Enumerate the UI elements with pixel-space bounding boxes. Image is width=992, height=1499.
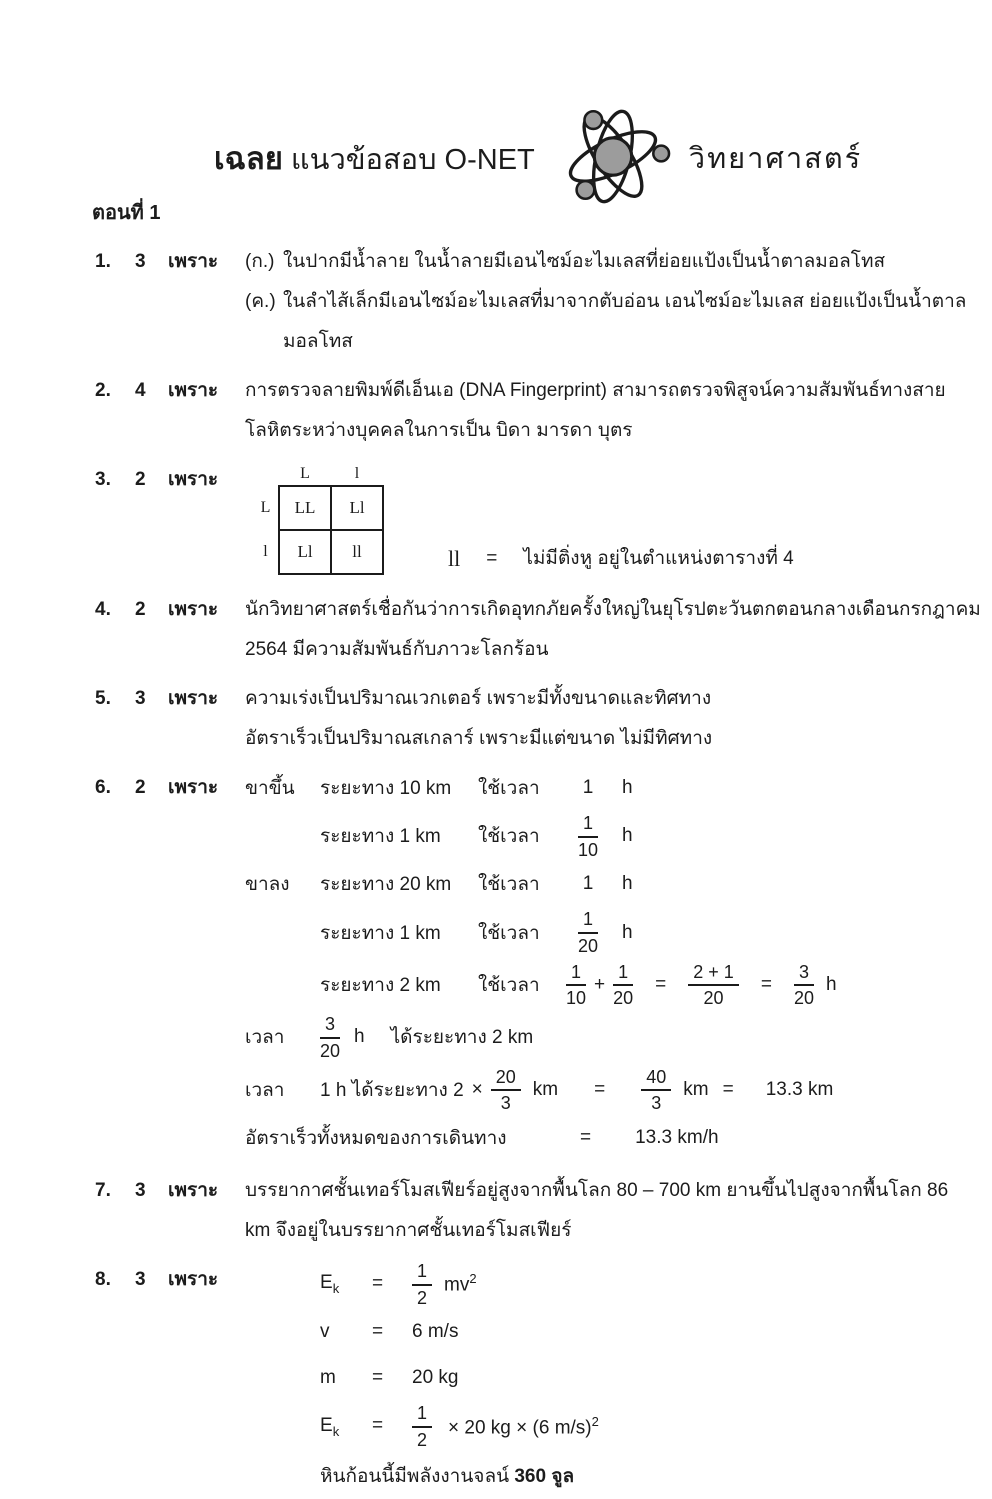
q6-number: 6. bbox=[95, 777, 111, 798]
fraction-20-3 bbox=[491, 1066, 521, 1114]
q4-answer: 2 bbox=[135, 599, 146, 620]
multiply-operator: × bbox=[471, 1078, 483, 1100]
punnett-caption-equals: = bbox=[486, 548, 498, 569]
q5-answer: 3 bbox=[135, 688, 146, 709]
equals-sign: = bbox=[655, 973, 667, 995]
q6-km-unit: km bbox=[532, 1078, 559, 1100]
q8-m-value: 20 kg bbox=[412, 1367, 459, 1389]
q8-body bbox=[245, 1260, 992, 1499]
q8-equation-v bbox=[320, 1310, 992, 1354]
page-header bbox=[0, 0, 992, 212]
punnett-caption bbox=[448, 547, 794, 571]
fraction-denominator: 20 bbox=[613, 988, 634, 1009]
q6-row-average-speed bbox=[245, 1118, 992, 1158]
q6-result-distance: 13.3 km bbox=[765, 1078, 834, 1100]
q6-result-speed: 13.3 km/h bbox=[635, 1126, 719, 1148]
q6-hour-unit: h bbox=[354, 1026, 365, 1048]
punnett-row-header-2: l bbox=[263, 543, 268, 560]
question-4 bbox=[0, 590, 992, 670]
q6-usetime: ใช้เวลา bbox=[478, 778, 540, 799]
q5-number: 5. bbox=[95, 688, 111, 709]
q3-body bbox=[245, 460, 992, 581]
q7-number: 7. bbox=[95, 1179, 111, 1201]
fraction-denominator: 10 bbox=[577, 839, 599, 860]
equals-sign: = bbox=[372, 1415, 384, 1437]
fraction-40-3 bbox=[641, 1066, 671, 1114]
punnett-cell-11: LL bbox=[279, 486, 331, 530]
q8-k-subscript: k bbox=[332, 1423, 340, 1439]
q6-time-label: เวลา bbox=[245, 1027, 285, 1049]
page-title bbox=[214, 133, 535, 183]
q8-mv-term bbox=[444, 1271, 477, 1296]
q6-time-fraction bbox=[566, 812, 610, 860]
q6-row-time-distance bbox=[245, 1013, 992, 1061]
punnett-caption-text: ไม่มีติ่งหู อยู่ในตำแหน่งตารางที่ 4 bbox=[523, 548, 794, 569]
q6-time-fraction bbox=[566, 908, 610, 956]
q6-dist: ระยะทาง 1 km bbox=[320, 826, 441, 848]
punnett-corner bbox=[253, 462, 279, 486]
q2-number: 2. bbox=[95, 380, 111, 401]
q6-unit: h bbox=[825, 973, 837, 995]
fraction-3-20 bbox=[320, 1013, 340, 1061]
q7-body bbox=[245, 1171, 992, 1251]
question-7 bbox=[0, 1171, 992, 1251]
q6-dist: ระยะทาง 1 km bbox=[320, 922, 441, 944]
equals-sign: = bbox=[372, 1321, 384, 1343]
q6-because: เพราะ bbox=[168, 777, 219, 798]
q8-v-symbol: v bbox=[320, 1321, 330, 1343]
q1-line1 bbox=[245, 242, 992, 282]
q4-because: เพราะ bbox=[168, 599, 219, 620]
equals-sign: = bbox=[722, 1078, 734, 1100]
q6-row-down-20km bbox=[245, 864, 992, 904]
q2-because: เพราะ bbox=[168, 380, 219, 401]
q4-line2: 2564 มีความสัมพันธ์กับภาวะโลกร้อน bbox=[245, 639, 549, 660]
q4-body bbox=[245, 590, 992, 670]
q6-dist: ระยะทาง 20 km bbox=[320, 874, 452, 896]
fraction-numerator: 3 bbox=[794, 961, 814, 987]
q6-km-unit: km bbox=[683, 1078, 709, 1100]
question-5 bbox=[0, 679, 992, 759]
q6-usetime: ใช้เวลา bbox=[478, 826, 540, 848]
question-1 bbox=[0, 242, 992, 362]
q8-e-letter: E bbox=[320, 1414, 333, 1436]
q2-line2: โลหิตระหว่างบุคคลในการเป็น บิดา มารดา บุตร bbox=[245, 420, 633, 441]
fraction-numerator: 40 bbox=[641, 1066, 671, 1092]
question-2 bbox=[0, 371, 992, 451]
punnett-square-table bbox=[253, 462, 384, 575]
q4-line1: นักวิทยาศาสตร์เชื่อกันว่าการเกิดอุทกภัยครั้งใหญ่ในยุโรปตะวันตกตอนกลางเดือนกรกฎาคม bbox=[245, 599, 981, 620]
q6-unit: h bbox=[622, 825, 633, 847]
q6-row-sum-2km bbox=[245, 961, 992, 1009]
fraction-denominator: 20 bbox=[793, 988, 814, 1009]
fraction-1-2 bbox=[412, 1260, 432, 1308]
q6-unit: h bbox=[622, 873, 633, 895]
q6-unit: h bbox=[622, 921, 633, 943]
q7-line2: km จึงอยู่ในบรรยากาศชั้นเทอร์โมสเฟียร์ bbox=[245, 1219, 572, 1241]
q1-line1-label: (ก.) bbox=[245, 251, 275, 272]
q1-line3: มอลโทส bbox=[283, 331, 353, 352]
q6-time: 1 bbox=[582, 873, 594, 895]
q8-mv-text: mv bbox=[444, 1274, 470, 1296]
fraction-1-2 bbox=[412, 1402, 432, 1450]
fraction-numerator: 20 bbox=[491, 1066, 521, 1092]
q4-number: 4. bbox=[95, 599, 111, 620]
punnett-row-header-1: L bbox=[260, 499, 271, 516]
q8-v-value: 6 m/s bbox=[412, 1321, 459, 1343]
fraction-denominator: 20 bbox=[703, 988, 724, 1009]
fraction-numerator: 1 bbox=[412, 1260, 432, 1286]
q6-row-up-1km bbox=[245, 812, 992, 860]
q1-line2-text: ในลำไส้เล็กมีเอนไซม์อะไมเลสที่มาจากตับอ่อน เอนไซม์อะไมเลส ย่อยแป้งเป็นน้ำตาล bbox=[283, 291, 967, 312]
q6-dist: ระยะทาง 10 km bbox=[320, 778, 452, 799]
q8-equation-m bbox=[320, 1356, 992, 1400]
punnett-caption-symbol: ll bbox=[448, 546, 461, 571]
q6-row-down-1km bbox=[245, 908, 992, 956]
question-3 bbox=[0, 460, 992, 581]
q8-substitution-term bbox=[448, 1414, 599, 1439]
fraction-1-10 bbox=[566, 961, 586, 1009]
fraction-denominator: 20 bbox=[577, 936, 599, 957]
q2-body bbox=[245, 371, 992, 451]
q8-equation-ek-substituted bbox=[320, 1402, 992, 1450]
q6-row-one-hour bbox=[245, 1066, 992, 1114]
q6-time: 1 bbox=[582, 777, 594, 798]
fraction-1-20 bbox=[613, 961, 633, 1009]
q6-answer: 2 bbox=[135, 777, 146, 798]
equals-sign: = bbox=[594, 1078, 606, 1100]
q6-usetime: ใช้เวลา bbox=[478, 974, 540, 996]
q6-got-distance: ได้ระยะทาง 2 km bbox=[390, 1027, 534, 1049]
fraction-numerator: 1 bbox=[566, 961, 586, 987]
q6-usetime: ใช้เวลา bbox=[478, 874, 540, 896]
q8-equation-ek-formula bbox=[320, 1260, 992, 1308]
punnett-cell-22: ll bbox=[331, 530, 383, 574]
q5-line1: ความเร่งเป็นปริมาณเวกเตอร์ เพราะมีทั้งขนาดและทิศทาง bbox=[245, 688, 712, 709]
fraction-numerator: 1 bbox=[578, 908, 598, 934]
q8-m-symbol: m bbox=[320, 1367, 336, 1389]
q8-ek-symbol bbox=[320, 1272, 372, 1296]
q1-line1-text: ในปากมีน้ำลาย ในน้ำลายมีเอนไซม์อะไมเลสที่ย่อยแป้งเป็นน้ำตาลมอลโทส bbox=[283, 251, 886, 272]
q6-expr-text: 1 h ได้ระยะทาง 2 bbox=[320, 1079, 464, 1101]
fraction-numerator: 1 bbox=[578, 812, 598, 838]
q6-time-label: เวลา bbox=[245, 1079, 285, 1101]
fraction-denominator: 3 bbox=[651, 1093, 662, 1114]
q2-answer: 4 bbox=[135, 380, 146, 401]
q3-answer: 2 bbox=[135, 469, 146, 490]
q7-because: เพราะ bbox=[168, 1179, 219, 1201]
q6-dist: ระยะทาง 2 km bbox=[320, 974, 441, 996]
q8-conclusion-value: 360 จูล bbox=[514, 1465, 575, 1487]
title-rest: แนวข้อสอบ O-NET bbox=[282, 144, 535, 176]
q8-k-subscript: k bbox=[332, 1280, 340, 1296]
q5-because: เพราะ bbox=[168, 688, 219, 709]
q8-e-letter: E bbox=[320, 1272, 333, 1294]
q7-line1: บรรยากาศชั้นเทอร์โมสเฟียร์อยู่สูงจากพื้นโลก 80 – 700 km ยานขึ้นไปสูงจากพื้นโลก 86 bbox=[245, 1179, 949, 1201]
punnett-square-block bbox=[253, 462, 992, 575]
q8-ek-symbol bbox=[320, 1415, 372, 1439]
q8-conclusion bbox=[320, 1455, 992, 1499]
fraction-3-20 bbox=[794, 961, 814, 1009]
punnett-col-header-1: L bbox=[300, 464, 310, 482]
plus-operator: + bbox=[594, 973, 606, 995]
fraction-denominator: 10 bbox=[566, 988, 587, 1009]
q8-because: เพราะ bbox=[168, 1268, 219, 1290]
q6-leg-down: ขาลง bbox=[245, 874, 290, 896]
q6-total-speed-label: อัตราเร็วทั้งหมดของการเดินทาง bbox=[245, 1127, 507, 1149]
q1-line2 bbox=[245, 282, 992, 322]
q6-body bbox=[245, 768, 992, 1162]
q3-number: 3. bbox=[95, 469, 111, 490]
q1-answer: 3 bbox=[135, 251, 146, 272]
equals-sign: = bbox=[372, 1367, 384, 1389]
q1-line2-label: (ค.) bbox=[245, 291, 276, 312]
q6-usetime: ใช้เวลา bbox=[478, 922, 540, 944]
q5-body bbox=[245, 679, 992, 759]
fraction-denominator: 2 bbox=[417, 1287, 428, 1308]
q3-because: เพราะ bbox=[168, 469, 219, 490]
equals-sign: = bbox=[580, 1126, 592, 1148]
q5-line2: อัตราเร็วเป็นปริมาณสเกลาร์ เพราะมีแต่ขนาด ไม่มีทิศทาง bbox=[245, 728, 713, 749]
q1-body bbox=[245, 242, 992, 362]
fraction-numerator: 1 bbox=[613, 961, 633, 987]
fraction-2plus1-20 bbox=[688, 961, 739, 1009]
equals-sign: = bbox=[372, 1273, 384, 1295]
q8-square-superscript: 2 bbox=[469, 1271, 477, 1287]
atom-icon bbox=[553, 103, 671, 213]
q8-substitution-text: × 20 kg × (6 m/s) bbox=[448, 1417, 592, 1439]
fraction-denominator: 20 bbox=[320, 1040, 341, 1061]
q6-unit: h bbox=[622, 777, 633, 798]
punnett-cell-12: Ll bbox=[331, 486, 383, 530]
q2-line1: การตรวจลายพิมพ์ดีเอ็นเอ (DNA Fingerprint) สามารถตรวจพิสูจน์ความสัมพันธ์ทางสาย bbox=[245, 380, 946, 401]
question-6 bbox=[0, 768, 992, 1162]
page-subject: วิทยาศาสตร์ bbox=[688, 143, 863, 175]
q1-number: 1. bbox=[95, 251, 111, 272]
equals-sign: = bbox=[760, 973, 772, 995]
q8-number: 8. bbox=[95, 1268, 111, 1290]
q8-conclusion-text: หินก้อนนี้มีพลังงานจลน์ bbox=[320, 1465, 515, 1487]
section-label: ตอนที่ 1 bbox=[92, 202, 161, 224]
fraction-numerator: 3 bbox=[320, 1013, 340, 1039]
q7-answer: 3 bbox=[135, 1179, 146, 1201]
q8-answer: 3 bbox=[135, 1268, 146, 1290]
question-8 bbox=[0, 1260, 992, 1499]
fraction-numerator: 1 bbox=[412, 1402, 432, 1428]
q6-row-up-10km bbox=[245, 768, 992, 808]
q6-leg-up: ขาขึ้น bbox=[245, 778, 295, 799]
q1-because: เพราะ bbox=[168, 251, 219, 272]
fraction-numerator: 2 + 1 bbox=[688, 961, 739, 987]
fraction-denominator: 3 bbox=[500, 1093, 511, 1114]
title-bold: เฉลย bbox=[214, 141, 283, 176]
q8-square-superscript: 2 bbox=[591, 1413, 599, 1429]
punnett-col-header-2: l bbox=[354, 464, 360, 482]
punnett-cell-21: Ll bbox=[279, 530, 331, 574]
fraction-denominator: 2 bbox=[417, 1429, 428, 1450]
